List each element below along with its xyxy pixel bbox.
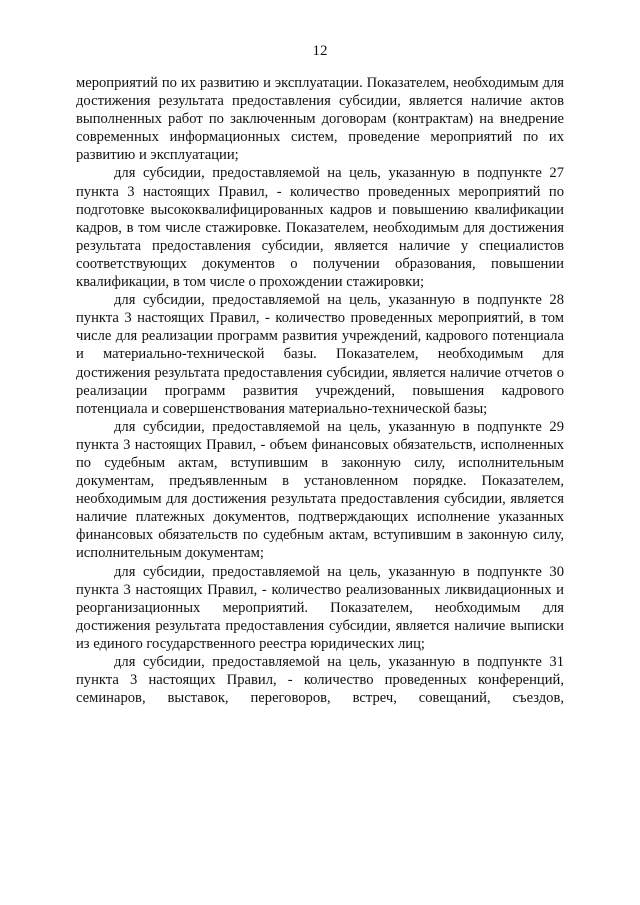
document-body [76,74,564,707]
page-number: 12 [312,43,328,59]
paragraph-subparagraph-30: для субсидии, предоставляемой на цель, указанную в подпункте 30 пункта 3 настоящих Правил, - количество реализованных ликвидационных и реорганизационных мероприятий. Показателем, необходимым для достижения результата предоставления субсидии, является наличие выписки из единого государственного реестра юридических лиц; [76,563,564,652]
paragraph-continuation: мероприятий по их развитию и эксплуатации. Показателем, необходимым для достижения результата предоставления субсидии, является наличие актов выполненных работ по заключенным договорам (контрактам) на внедрение современных информационных систем, проведение мероприятий по их развитию и эксплуатации; [76,75,564,164]
paragraph-subparagraph-28: для субсидии, предоставляемой на цель, указанную в подпункте 28 пункта 3 настоящих Правил, - количество проведенных мероприятий, в том числе для реализации программ развития учреждений, кадрового потенциала и материально-технической базы. Показателем, необходимым для достижения результата предоставления субсидии, является наличие отчетов о реализации программ развития учреждений, повышения кадрового потенциала и совершенствования материально-технической базы; [76,292,564,417]
paragraph-subparagraph-29: для субсидии, предоставляемой на цель, указанную в подпункте 29 пункта 3 настоящих Правил, - объем финансовых обязательств, исполненных по судебным актам, вступившим в законную силу, исполнительным документам, предъявленным в установленном порядке. Показателем, необходимым для достижения результата предоставления субсидии, является наличие платежных документов, подтверждающих исполнение указанных финансовых обязательств по судебным актам, вступившим в законную силу, исполнительным документам; [76,418,564,562]
paragraph-subparagraph-31: для субсидии, предоставляемой на цель, указанную в подпункте 31 пункта 3 настоящих Правил, - количество проведенных конференций, семинаров, выставок, переговоров, встреч, совещаний, съездов, [76,654,564,707]
paragraph-subparagraph-27: для субсидии, предоставляемой на цель, указанную в подпункте 27 пункта 3 настоящих Правил, - количество проведенных мероприятий по подготовке высококвалифицированных кадров и повышению квалификации кадров, в том числе стажировке. Показателем, необходимым для достижения результата предоставления субсидии, является наличие у специалистов соответствующих документов о получении образования, повышении квалификации, в том числе о прохождении стажировки; [76,165,564,291]
